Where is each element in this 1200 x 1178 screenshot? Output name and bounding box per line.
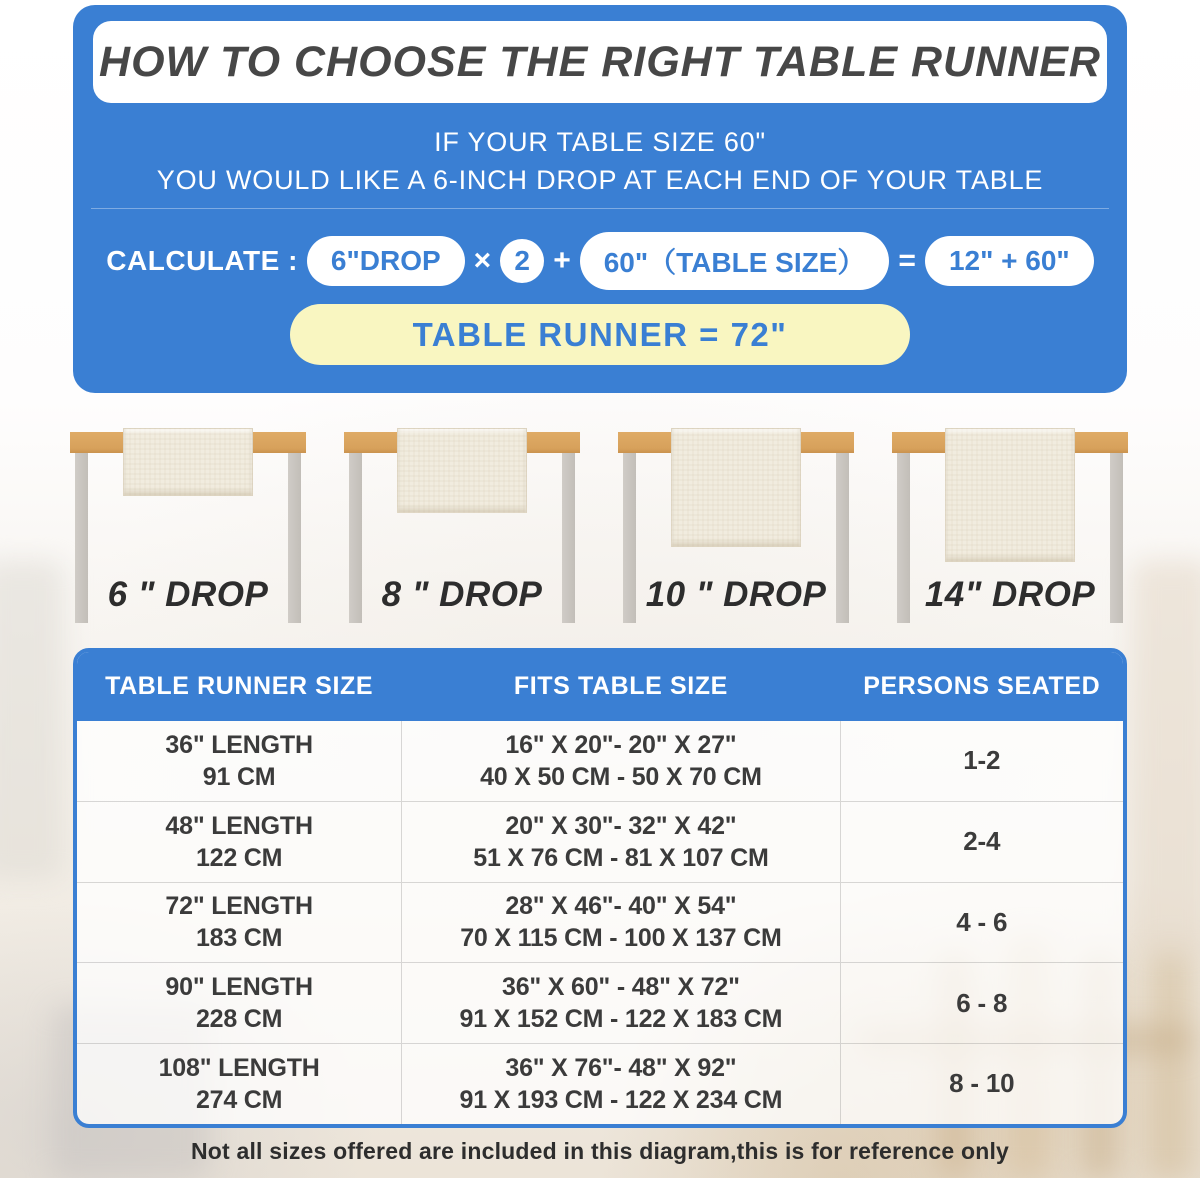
size-row-72 xyxy=(77,882,1123,963)
fits-size-inches: 36" X 60" - 48" X 72" xyxy=(502,973,740,1002)
column-header-persons-seated: PERSONS SEATED xyxy=(863,672,1101,700)
drop-label: 10 " DROP xyxy=(645,575,827,614)
persons-seated-cell: 1-2 xyxy=(963,745,1001,776)
column-header-fits-table-size: FITS TABLE SIZE xyxy=(513,672,728,700)
table-runner xyxy=(671,428,801,547)
fits-table-size-cell xyxy=(401,721,840,801)
runner-length-cm: 274 CM xyxy=(195,1086,283,1115)
runner-length-inches: 108" LENGTH xyxy=(158,1054,320,1083)
size-chart-header xyxy=(77,652,1123,721)
drop-figure-14-inch xyxy=(892,425,1128,625)
persons-seated-cell: 8 - 10 xyxy=(949,1068,1015,1099)
runner-size-cell xyxy=(77,721,401,801)
runner-length-inches: 48" LENGTH xyxy=(165,811,313,840)
result-pill: TABLE RUNNER = 72" xyxy=(290,304,910,365)
calculation-row xyxy=(73,233,1127,289)
drop-label: 14" DROP xyxy=(924,575,1096,614)
fits-size-inches: 28" X 46"- 40" X 54" xyxy=(505,892,737,921)
drop-figure-10-inch xyxy=(618,425,854,625)
table-runner xyxy=(123,428,253,496)
drop-label: 6 " DROP xyxy=(107,575,269,614)
size-row-48 xyxy=(77,801,1123,882)
runner-length-inches: 36" LENGTH xyxy=(165,730,313,759)
sum-pill: 12" + 60" xyxy=(925,236,1094,286)
drop-examples-row xyxy=(70,425,1128,625)
table-runner xyxy=(397,428,527,513)
drop-value-pill: 6"DROP xyxy=(307,236,465,286)
subtitle-line2: YOU WOULD LIKE A 6-INCH DROP AT EACH END OF YOUR TABLE xyxy=(156,165,1044,195)
fits-table-size-cell xyxy=(401,802,840,882)
runner-length-cm: 228 CM xyxy=(195,1005,283,1034)
size-row-90 xyxy=(77,962,1123,1043)
fits-table-size-cell xyxy=(401,883,840,963)
runner-size-cell xyxy=(77,802,401,882)
runner-length-inches: 72" LENGTH xyxy=(165,892,313,921)
multiplier-pill: 2 xyxy=(500,239,544,283)
fits-size-cm: 70 X 115 CM - 100 X 137 CM xyxy=(460,924,782,953)
times-sign: × xyxy=(473,244,492,277)
fits-table-size-cell xyxy=(401,1044,840,1124)
calculate-label: CALCULATE : xyxy=(106,245,298,276)
fits-size-inches: 16" X 20"- 20" X 27" xyxy=(505,730,737,759)
fits-size-inches: 20" X 30"- 32" X 42" xyxy=(505,811,737,840)
fits-size-cm: 91 X 193 CM - 122 X 234 CM xyxy=(459,1086,783,1115)
size-row-36 xyxy=(77,721,1123,801)
runner-length-inches: 90" LENGTH xyxy=(165,973,313,1002)
persons-seated-cell: 2-4 xyxy=(963,826,1001,857)
divider-line xyxy=(91,208,1109,209)
background-blur-shape xyxy=(0,560,64,880)
size-row-108 xyxy=(77,1043,1123,1124)
drop-label: 8 " DROP xyxy=(381,575,543,614)
runner-length-cm: 91 CM xyxy=(202,762,276,791)
fits-table-size-cell xyxy=(401,963,840,1043)
runner-size-cell xyxy=(77,883,401,963)
table-runner xyxy=(945,428,1075,562)
size-chart-body xyxy=(77,721,1123,1124)
column-header-runner-size: TABLE RUNNER SIZE xyxy=(105,672,374,700)
fits-size-inches: 36" X 76"- 48" X 92" xyxy=(505,1054,737,1083)
drop-figure-8-inch xyxy=(344,425,580,625)
title-box xyxy=(93,21,1107,103)
footer-note: Not all sizes offered are included in this diagram,this is for reference only xyxy=(190,1138,1010,1164)
runner-length-cm: 122 CM xyxy=(195,843,283,872)
background-blur-shape xyxy=(1132,560,1200,960)
subtitle-line1: IF YOUR TABLE SIZE 60" xyxy=(434,127,766,157)
persons-seated-cell: 4 - 6 xyxy=(956,906,1008,937)
size-chart-card xyxy=(73,648,1127,1128)
runner-length-cm: 183 CM xyxy=(195,924,283,953)
plus-sign: + xyxy=(553,244,571,277)
runner-size-cell xyxy=(77,1044,401,1124)
fits-size-cm: 40 X 50 CM - 50 X 70 CM xyxy=(480,762,762,791)
page-title: HOW TO CHOOSE THE RIGHT TABLE RUNNER xyxy=(99,37,1101,86)
persons-seated-cell: 6 - 8 xyxy=(956,987,1008,1018)
fits-size-cm: 91 X 152 CM - 122 X 183 CM xyxy=(459,1005,783,1034)
drop-figure-6-inch xyxy=(70,425,306,625)
fits-size-cm: 51 X 76 CM - 81 X 107 CM xyxy=(473,843,769,872)
runner-size-cell xyxy=(77,963,401,1043)
header-panel xyxy=(73,5,1127,393)
table-size-pill: 60"（TABLE SIZE） xyxy=(580,232,890,290)
equals-sign: = xyxy=(898,244,916,277)
